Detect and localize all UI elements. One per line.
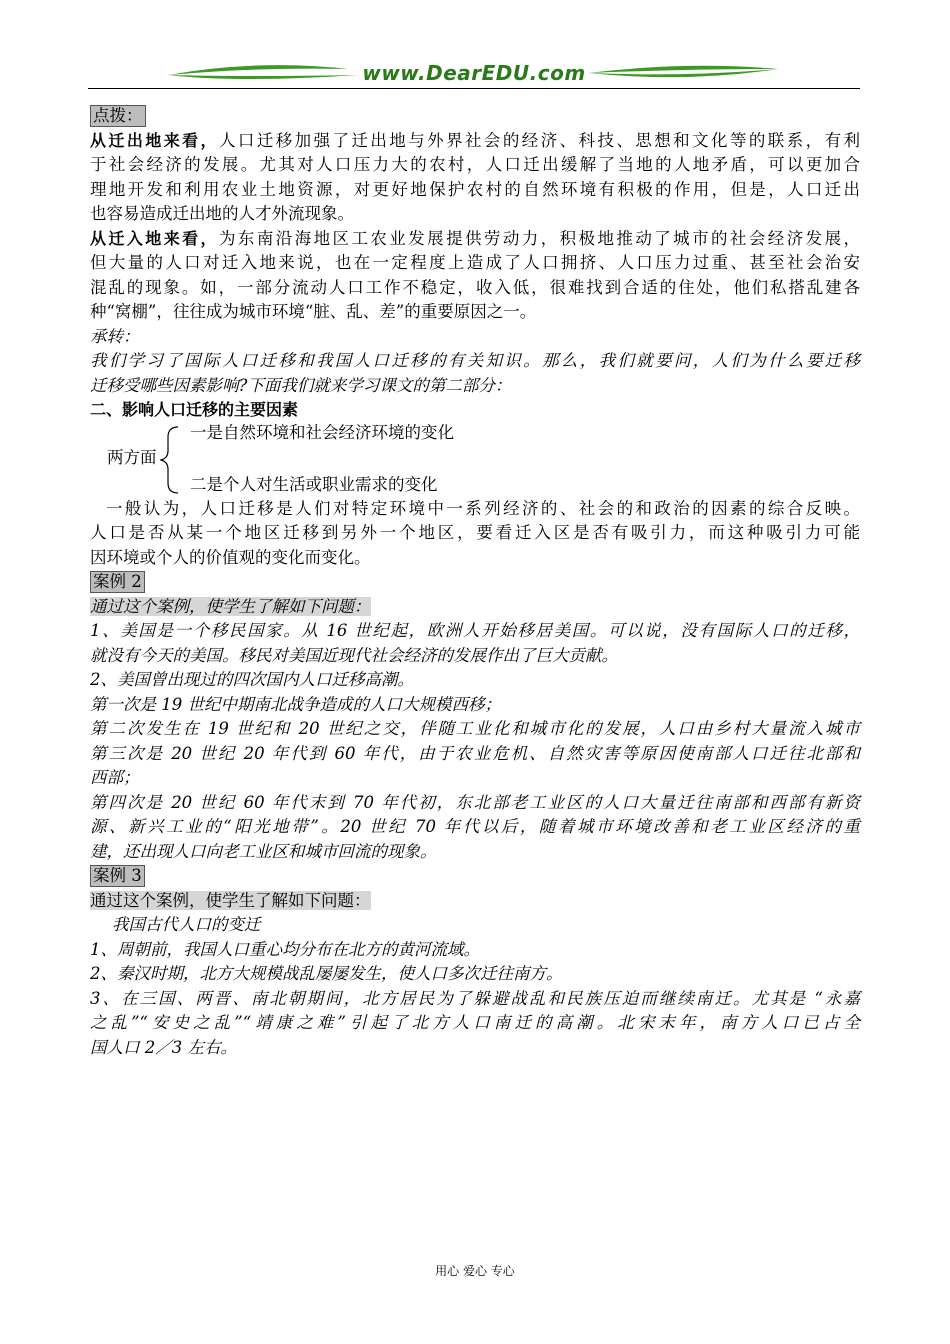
transition-line: 迁移受哪些因素影响?下面我们就来学习课文的第二部分： (90, 375, 512, 395)
transition-line: 我们学习了国际人口迁移和我国人口迁移的有关知识。那么，我们就要问，人们为什么要迁移 (90, 351, 860, 370)
case2-line: 西部； (90, 768, 140, 787)
case2-tag: 案例 2 (90, 571, 145, 593)
case3-line: 之乱”“安史之乱”“靖康之难”引起了北方人口南迁的高潮。北宋末年，南方人口已占全 (90, 1013, 860, 1032)
case2-line: 2、美国曾出现过的四次国内人口迁移高潮。 (90, 670, 414, 689)
diagram-branch-2: 二是个人对生活或职业需求的变化 (190, 474, 438, 494)
document-body (90, 104, 860, 1060)
case3-subtitle: 我国古代人口的变迁 (112, 915, 261, 934)
out-origin-line: 理地开发和利用农业土地资源，对更好地保护农村的自然环境有积极的作用，但是，人口迁出 (90, 179, 860, 199)
case2-line: 第四次是 20 世纪 60 年代末到 70 年代初，东北部老工业区的人口大量迁往南部和西部有新资 (90, 792, 860, 812)
case2-line: 1、美国是一个移民国家。从 16 世纪起，欧洲人开始移居美国。可以说，没有国际人口的迁移， (90, 621, 860, 640)
site-logo-text: www.DearEDU.com (362, 61, 586, 85)
in-destination-line: 为东南沿海地区工农业发展提供劳动力，积极地推动了城市的社会经济发展， (218, 228, 860, 248)
case2-line: 建，还出现人口向老工业区和城市回流的现象。 (90, 841, 437, 861)
tip-tag: 点拨： (90, 105, 146, 127)
section-heading: 二、影响人口迁移的主要因素 (90, 400, 299, 419)
case3-line: 国人口 2／3 左右。 (90, 1037, 237, 1057)
out-origin-line: 也容易造成迁出地的人才外流现象。 (90, 204, 354, 223)
in-destination-line: 种“窝棚”，往往成为城市环境“脏、乱、差”的重要原因之一。 (90, 302, 537, 321)
case3-line: 2、秦汉时期，北方大规模战乱屡屡发生，使人口多次迁往南方。 (90, 964, 563, 983)
out-origin-line: 人口迁移加强了迁出地与外界社会的经济、科技、思想和文化等的联系，有利 (218, 130, 860, 150)
in-destination-line: 但大量的人口对迁入地来说，也在一定程度上造成了人口拥挤、人口压力过重、甚至社会治安 (90, 253, 860, 272)
factors-paragraph-line: 一般认为，人口迁移是人们对特定环境中一系列经济的、社会的和政治的因素的综合反映。 (106, 498, 860, 518)
case2-line: 源、新兴工业的“阳光地带”。20 世纪 70 年代以后，随着城市环境改善和老工业区经济的重 (90, 817, 860, 836)
diagram-label: 两方面 (107, 447, 157, 467)
case2-line: 就没有今天的美国。移民对美国近现代社会经济的发展作出了巨大贡献。 (90, 645, 618, 665)
case3-line: 3、在三国、两晋、南北朝期间，北方居民为了躲避战乱和民族压迫而继续南迁。尤其是 “永嘉 (90, 988, 860, 1008)
header-rule (88, 88, 860, 89)
case2-line: 第三次是 20 世纪 20 年代到 60 年代，由于农业危机、自然灾害等原因使南部人口迁往北部和 (90, 743, 860, 763)
case2-intro: 通过这个案例，使学生了解如下问题： (90, 596, 371, 616)
factors-paragraph-line: 因环境或个人的价值观的变化而变化。 (90, 547, 371, 567)
two-aspects-diagram (90, 423, 860, 497)
out-origin-line: 于社会经济的发展。尤其对人口压力大的农村，人口迁出缓解了当地的人地矛盾，可以更加合 (90, 155, 860, 174)
case2-line: 第一次是 19 世纪中期南北战争造成的人口大规模西移； (90, 694, 501, 714)
case2-line: 第二次发生在 19 世纪和 20 世纪之交，伴随工业化和城市化的发展，人口由乡村大量流入城市 (90, 719, 860, 738)
brace-icon (160, 425, 190, 495)
out-origin-lead: 从迁出地来看， (90, 130, 219, 150)
in-destination-lead: 从迁入地来看， (90, 228, 219, 248)
case3-intro: 通过这个案例，使学生了解如下问题： (90, 890, 371, 910)
page-header (88, 55, 860, 89)
diagram-branch-1: 一是自然环境和社会经济环境的变化 (190, 422, 454, 442)
case3-tag: 案例 3 (90, 865, 145, 887)
in-destination-line: 混乱的现象。如，一部分流动人口工作不稳定，收入低，很难找到合适的住处，他们私搭乱建各 (90, 277, 860, 297)
factors-paragraph-line: 人口是否从某一个地区迁移到另外一个地区，要看迁入区是否有吸引力，而这种吸引力可能 (90, 523, 860, 542)
page-footer: 用心 爱心 专心 (435, 1264, 515, 1278)
transition-label: 承转： (90, 326, 140, 346)
case3-line: 1、周朝前，我国人口重心均分布在北方的黄河流域。 (90, 939, 480, 959)
